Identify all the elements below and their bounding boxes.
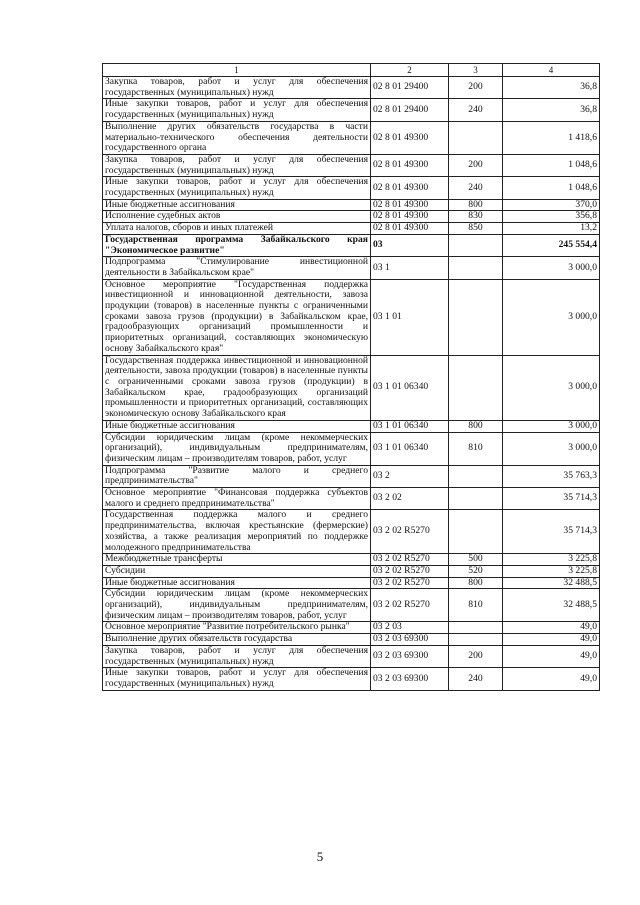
- row-amount: 1 048,6: [503, 177, 600, 199]
- row-type: [449, 634, 503, 646]
- header-col-name: 1: [103, 64, 371, 77]
- row-type: 500: [449, 554, 503, 566]
- table-row: [103, 355, 600, 420]
- table-row: [103, 432, 600, 465]
- row-code: 03 2 02: [371, 488, 449, 510]
- table-row: [103, 234, 600, 256]
- row-amount: 32 488,5: [503, 589, 600, 622]
- row-type: [449, 234, 503, 256]
- row-code: 03 2 02 R5270: [371, 510, 449, 554]
- row-amount: 3 225,8: [503, 565, 600, 577]
- row-amount: 49,0: [503, 622, 600, 634]
- row-name: Подпрограмма "Развитие малого и среднего предпринимательства": [103, 465, 371, 487]
- row-amount: 370,0: [503, 199, 600, 211]
- row-name: Иные закупки товаров, работ и услуг для обеспечения государственных (муниципальных) нужд: [103, 99, 371, 121]
- page-number: 5: [316, 849, 324, 864]
- row-name: Субсидии: [103, 565, 371, 577]
- table-row: [103, 211, 600, 223]
- row-type: [449, 510, 503, 554]
- table-row: [103, 589, 600, 622]
- row-type: 240: [449, 668, 503, 690]
- row-type: 240: [449, 177, 503, 199]
- row-code: 03 1 01 06340: [371, 432, 449, 465]
- row-code: 02 8 01 49300: [371, 223, 449, 235]
- row-code: 03 1 01: [371, 279, 449, 355]
- header-col-code: 2: [371, 64, 449, 77]
- row-amount: 3 000,0: [503, 257, 600, 279]
- row-code: 03 1 01 06340: [371, 355, 449, 420]
- row-code: 03 2 02 R5270: [371, 565, 449, 577]
- row-type: 800: [449, 420, 503, 432]
- row-type: 200: [449, 77, 503, 99]
- row-type: 830: [449, 211, 503, 223]
- table-row: [103, 99, 600, 121]
- row-type: 850: [449, 223, 503, 235]
- row-name: Иные бюджетные ассигнования: [103, 199, 371, 211]
- row-amount: 49,0: [503, 634, 600, 646]
- row-code: 03 2 03 69300: [371, 634, 449, 646]
- row-amount: 3 000,0: [503, 432, 600, 465]
- table-row: [103, 177, 600, 199]
- row-name: Государственная поддержка инвестиционной и инновационной деятельности, завоза продукции (товаров) в населенные пункты с ограниченными сроками завоза грузов (продукции) в Забайкальском крае, градообразующих организаций промышленности и приоритетных организаций, составляющих экономическую основу Забайкальского края: [103, 355, 371, 420]
- row-amount: 3 000,0: [503, 279, 600, 355]
- table-body: [103, 77, 600, 691]
- row-amount: 49,0: [503, 668, 600, 690]
- table-row: [103, 465, 600, 487]
- row-name: Основное мероприятие "Финансовая поддержка субъектов малого и среднего предпринимательства": [103, 488, 371, 510]
- table-row: [103, 257, 600, 279]
- row-type: [449, 355, 503, 420]
- row-type: 810: [449, 432, 503, 465]
- row-name: Выполнение других обязательств государства: [103, 634, 371, 646]
- table-row: [103, 279, 600, 355]
- row-type: [449, 622, 503, 634]
- row-code: 03 1 01 06340: [371, 420, 449, 432]
- table-row: [103, 622, 600, 634]
- row-code: 03 2 03: [371, 622, 449, 634]
- row-code: 03 1: [371, 257, 449, 279]
- row-code: 03 2: [371, 465, 449, 487]
- row-code: 02 8 01 49300: [371, 121, 449, 154]
- row-amount: 356,8: [503, 211, 600, 223]
- row-amount: 32 488,5: [503, 577, 600, 589]
- row-name: Исполнение судебных актов: [103, 211, 371, 223]
- row-name: Государственная поддержка малого и среднего предпринимательства, включая крестьянские (фермерские) хозяйства, а также реализация мероприятий по поддержке молодежного предпринимательства: [103, 510, 371, 554]
- header-col-amount: 4: [503, 64, 600, 77]
- row-amount: 35 763,3: [503, 465, 600, 487]
- row-amount: 3 000,0: [503, 420, 600, 432]
- row-name: Иные закупки товаров, работ и услуг для обеспечения государственных (муниципальных) нужд: [103, 668, 371, 690]
- row-amount: 36,8: [503, 99, 600, 121]
- table-row: [103, 199, 600, 211]
- table-row: [103, 121, 600, 154]
- table-row: [103, 510, 600, 554]
- table-row: [103, 154, 600, 176]
- row-code: 03 2 02 R5270: [371, 577, 449, 589]
- table-row: [103, 420, 600, 432]
- row-type: 200: [449, 154, 503, 176]
- row-name: Закупка товаров, работ и услуг для обеспечения государственных (муниципальных) нужд: [103, 77, 371, 99]
- row-type: 800: [449, 199, 503, 211]
- row-name: Выполнение других обязательств государства в части материально-технического обеспечения деятельности государственного органа: [103, 121, 371, 154]
- row-type: 800: [449, 577, 503, 589]
- row-name: Межбюджетные трансферты: [103, 554, 371, 566]
- table-header-row: [103, 64, 600, 77]
- table-row: [103, 554, 600, 566]
- row-amount: 3 000,0: [503, 355, 600, 420]
- row-amount: 36,8: [503, 77, 600, 99]
- table-row: [103, 77, 600, 99]
- table-row: [103, 565, 600, 577]
- row-type: [449, 488, 503, 510]
- table-row: [103, 634, 600, 646]
- table-row: [103, 577, 600, 589]
- table-row: [103, 488, 600, 510]
- row-code: 02 8 01 49300: [371, 199, 449, 211]
- row-name: Государственная программа Забайкальского края "Экономическое развитие": [103, 234, 371, 256]
- row-code: 02 8 01 49300: [371, 177, 449, 199]
- row-amount: 13,2: [503, 223, 600, 235]
- row-name: Подпрограмма "Стимулирование инвестиционной деятельности в Забайкальском крае": [103, 257, 371, 279]
- row-name: Основное мероприятие "Государственная поддержка инвестиционной и инновационной деятельности, завоза продукции (товаров) в населенные пункты с ограниченными сроками завоза грузов (продукции) в Забайкальском крае, градообразующих организаций промышленности и приоритетных организаций, составляющих экономическую основу Забайкальского края": [103, 279, 371, 355]
- row-code: 03 2 02 R5270: [371, 554, 449, 566]
- row-type: 200: [449, 645, 503, 667]
- row-name: Субсидии юридическим лицам (кроме некоммерческих организаций), индивидуальным предпринимателям, физическим лицам – производителям товаров, работ, услуг: [103, 589, 371, 622]
- row-amount: 3 225,8: [503, 554, 600, 566]
- row-amount: 245 554,4: [503, 234, 600, 256]
- row-code: 03 2 02 R5270: [371, 589, 449, 622]
- row-name: Иные бюджетные ассигнования: [103, 577, 371, 589]
- row-code: 02 8 01 49300: [371, 154, 449, 176]
- row-amount: 1 418,6: [503, 121, 600, 154]
- table-row: [103, 223, 600, 235]
- row-type: [449, 465, 503, 487]
- row-name: Иные бюджетные ассигнования: [103, 420, 371, 432]
- header-col-type: 3: [449, 64, 503, 77]
- row-amount: 35 714,3: [503, 488, 600, 510]
- row-amount: 35 714,3: [503, 510, 600, 554]
- budget-table: [102, 63, 600, 691]
- row-name: Закупка товаров, работ и услуг для обеспечения государственных (муниципальных) нужд: [103, 154, 371, 176]
- row-name: Основное мероприятие "Развитие потребительского рынка": [103, 622, 371, 634]
- row-code: 02 8 01 29400: [371, 99, 449, 121]
- row-amount: 1 048,6: [503, 154, 600, 176]
- row-code: 02 8 01 49300: [371, 211, 449, 223]
- row-code: 02 8 01 29400: [371, 77, 449, 99]
- row-type: 240: [449, 99, 503, 121]
- row-amount: 49,0: [503, 645, 600, 667]
- row-name: Закупка товаров, работ и услуг для обеспечения государственных (муниципальных) нужд: [103, 645, 371, 667]
- row-type: [449, 257, 503, 279]
- row-code: 03 2 03 69300: [371, 668, 449, 690]
- row-type: [449, 121, 503, 154]
- row-type: [449, 279, 503, 355]
- row-code: 03: [371, 234, 449, 256]
- table-row: [103, 668, 600, 690]
- row-code: 03 2 03 69300: [371, 645, 449, 667]
- row-type: 520: [449, 565, 503, 577]
- row-type: 810: [449, 589, 503, 622]
- row-name: Иные закупки товаров, работ и услуг для обеспечения государственных (муниципальных) нужд: [103, 177, 371, 199]
- row-name: Уплата налогов, сборов и иных платежей: [103, 223, 371, 235]
- row-name: Субсидии юридическим лицам (кроме некоммерческих организаций), индивидуальным предпринимателям, физическим лицам – производителям товаров, работ, услуг: [103, 432, 371, 465]
- table-row: [103, 645, 600, 667]
